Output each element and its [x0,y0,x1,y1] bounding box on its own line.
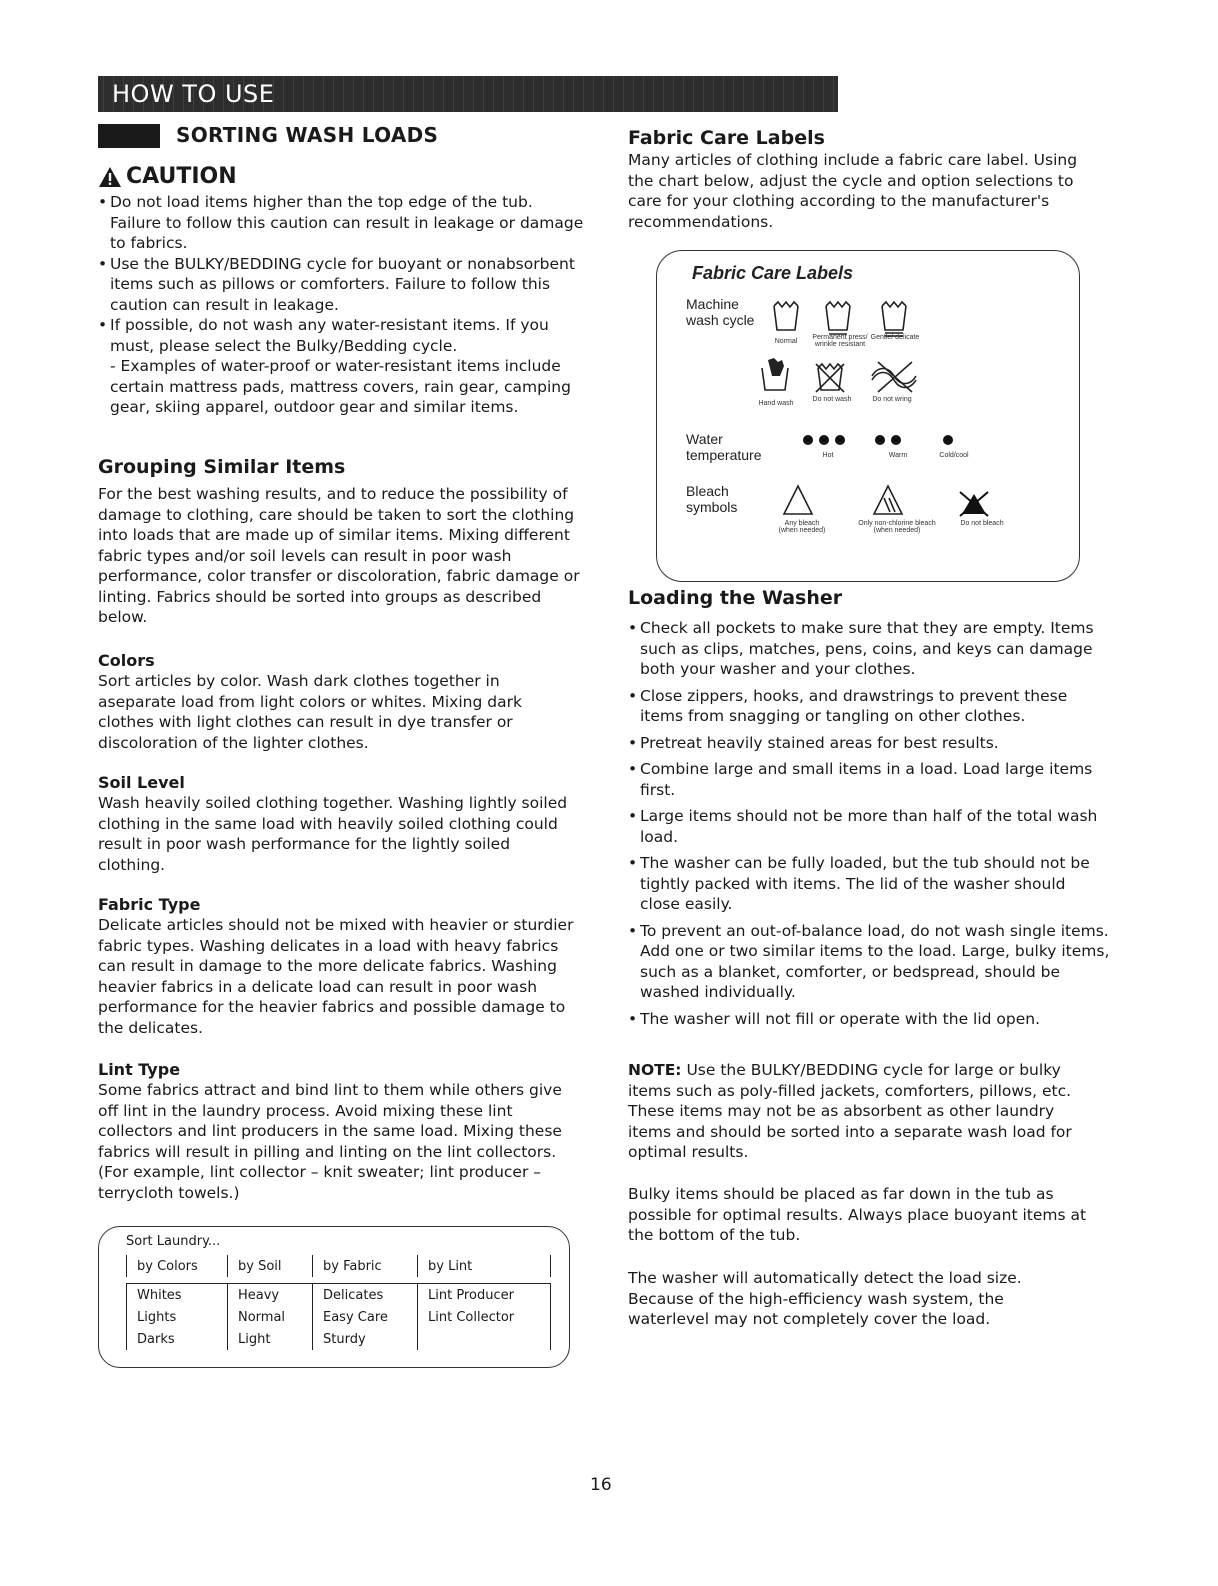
caution-title: CAUTION [126,164,237,189]
page-number: 16 [590,1475,612,1495]
do-not-wring-label: Do not wring [872,396,912,403]
caution-item: • Use the BULKY/BEDDING cycle for buoyant or nonabsorbent items such as pillows or comforters. Failure to follow this caution can result in leakage. [98,254,584,316]
fabric-type-text: Delicate articles should not be mixed with heavier or sturdier fabric types. Washing delicates in a load with heavy fabrics can result in damage to the more delicate fabrics. Washing heavier fabrics in a delicate load can result in poor wash performance for the heavier fabrics and possible damage to the delicates. [98,916,574,1037]
fabric-type-title: Fabric Type [98,895,201,914]
table-cell [418,1328,551,1350]
sort-table [126,1255,551,1350]
soil-text: Wash heavily soiled clothing together. Washing lightly soiled clothing in the same load with heavily soiled clothing could result in poor wash performance for the lightly soiled clothing. [98,794,568,874]
wash-tub-icons [770,298,930,338]
banner-title: HOW TO USE [112,80,275,108]
section-marker [98,124,160,148]
header-cell: by Colors [127,1255,228,1277]
header-cell: by Fabric [313,1255,418,1277]
table-cell: Light [228,1328,313,1350]
list-item: • To prevent an out-of-balance load, do not wash single items. Add one or two similar items to the load. Large, bulky items, such as a blanket, comforter, or bedspread, should be washed individually. [628,921,1110,1003]
water-temperature-label: Water temperature [686,431,762,463]
table-cell: Easy Care [313,1306,418,1328]
any-bleach-label: Any bleach (when needed) [778,520,826,534]
fabric-care-title: Fabric Care Labels [628,127,825,149]
sort-laundry-table [126,1234,551,1350]
caution-item: • If possible, do not wash any water-resistant items. If you must, please select the Bulky/Bedding cycle. [98,315,584,356]
water-hot-label: Hot [822,452,834,459]
wash-gentle-label: Gentle/ delicate [870,334,920,341]
list-item: • The washer can be fully loaded, but the tub should not be tightly packed with items. The lid of the washer should close easily. [628,853,1110,915]
machine-wash-label: Machine wash cycle [686,296,755,328]
colors-text: Sort articles by color. Wash dark clothes together in aseparate load from light colors or whites. Mixing dark clothes with light clothes can result in dye transfer or discoloration of the lighter clothes. [98,672,522,752]
loading-washer-title: Loading the Washer [628,587,843,609]
fabric-care-text: Many articles of clothing include a fabric care label. Using the chart below, adjust the cycle and option selections to care for your clothing according to the manufacturer's recommendations. [628,151,1078,231]
water-warm-label: Warm [888,452,908,459]
loading-list [628,618,1110,1029]
autodetect-text: The washer will automatically detect the load size. Because of the high-efficiency wash system, the waterlevel may not completely cover the load. [628,1269,1022,1328]
soil-title: Soil Level [98,773,185,792]
non-chlorine-bleach-label: Only non-chlorine bleach (when needed) [858,520,936,534]
lint-type-title: Lint Type [98,1060,181,1079]
note-text: Use the BULKY/BEDDING cycle for large or bulky items such as poly-filled jackets, comforters, pillows, etc. These items may not be as absorbent as other laundry items and should be sorted into a separate wash load for optimal results. [628,1061,1072,1161]
lint-type-text: Some fabrics attract and bind lint to them while others give off lint in the laundry process. Avoid mixing these lint collectors and lint producers in the same load. Mixing these fabrics will result in pilling and linting on the lint collectors. (For example, lint collector – knit sweater; lint producer – terrycloth towels.) [98,1081,562,1202]
wash-normal-label: Normal [774,338,798,345]
do-not-wash-label: Do not wash [812,396,852,403]
caution-item: • Do not load items higher than the top edge of the tub. Failure to follow this caution can result in leakage or damage to fabrics. [98,192,584,254]
table-cell: Sturdy [313,1328,418,1350]
wash-permanent-press-label: Permanent press/ wrinkle resistant [812,334,868,348]
table-cell: Delicates [313,1284,418,1307]
table-cell: Whites [127,1284,228,1307]
hand-wash-icons [760,356,930,396]
section-banner [98,76,838,112]
list-item: • Large items should not be more than half of the total wash load. [628,806,1110,847]
table-cell: Lint Producer [418,1284,551,1307]
bleach-symbols-label: Bleach symbols [686,483,738,515]
list-item: • The washer will not fill or operate with the lid open. [628,1009,1110,1030]
bleach-icons [780,484,1020,518]
caution-note: - Examples of water-proof or water-resistant items include certain mattress pads, mattress covers, rain gear, camping gear, skiing apparel, outdoor gear and similar items. [110,357,571,416]
caution-heading [98,164,237,189]
note-paragraph [628,1060,1088,1163]
sort-laundry-title: Sort Laundry... [126,1234,221,1249]
do-not-bleach-label: Do not bleach [960,520,1004,527]
caution-block [98,192,584,418]
list-item: • Pretreat heavily stained areas for best results. [628,733,1110,754]
caution-list [98,192,584,356]
water-cold-label: Cold/cool [939,452,969,459]
water-temperature-dots [800,432,980,450]
table-header-row [127,1255,551,1277]
table-row [127,1328,551,1350]
table-cell: Normal [228,1306,313,1328]
header-cell: by Soil [228,1255,313,1277]
table-cell: Darks [127,1328,228,1350]
table-cell: Heavy [228,1284,313,1307]
grouping-title: Grouping Similar Items [98,456,346,478]
list-item: • Check all pockets to make sure that they are empty. Items such as clips, matches, pens, coins, and keys can damage both your washer and your clothes. [628,618,1110,680]
list-item: • Combine large and small items in a load. Load large items first. [628,759,1110,800]
list-item: • Close zippers, hooks, and drawstrings to prevent these items from snagging or tangling on other clothes. [628,686,1110,727]
table-row [127,1306,551,1328]
hand-wash-label: Hand wash [758,400,794,407]
note-label: NOTE: [628,1061,682,1079]
colors-title: Colors [98,651,155,670]
table-cell: Lights [127,1306,228,1328]
grouping-text: For the best washing results, and to reduce the possibility of damage to clothing, care should be taken to sort the clothing into loads that are made up of similar items. Mixing different fabric types and/or soil levels can result in poor wash performance, color transfer or discoloration, fabric damage or linting. Fabrics should be sorted into groups as described below. [98,485,580,626]
header-cell: by Lint [418,1255,551,1277]
chart-title: Fabric Care Labels [692,263,854,283]
bulky-text: Bulky items should be placed as far down in the tub as possible for optimal results. Always place buoyant items at the bottom of the tub. [628,1185,1087,1244]
table-cell: Lint Collector [418,1306,551,1328]
loading-washer-block [628,618,1110,1035]
warning-icon [98,166,122,188]
table-row [127,1284,551,1307]
section-title: SORTING WASH LOADS [176,123,439,147]
